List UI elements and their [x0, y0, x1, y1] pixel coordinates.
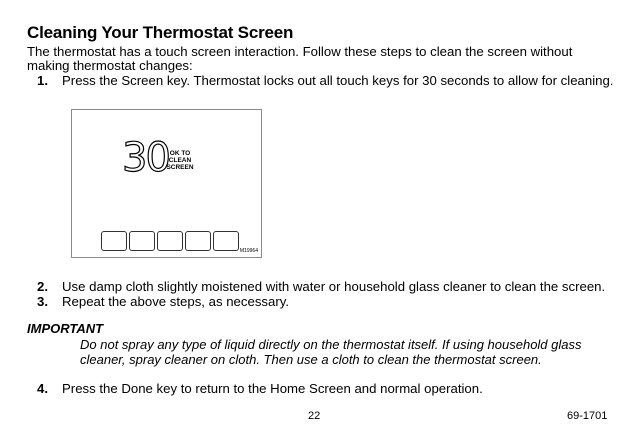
- step-number: 4.: [37, 381, 48, 396]
- step-number: 1.: [37, 73, 48, 88]
- ok-to-clean-message: [165, 150, 195, 171]
- step-2: [27, 279, 605, 294]
- document-number: 69-1701: [567, 410, 608, 422]
- touch-key: [213, 231, 239, 251]
- figure-code: M19964: [239, 248, 258, 254]
- step-text: Press the Screen key. Thermostat locks out all touch keys for 30 seconds to allow for cleaning.: [62, 73, 614, 88]
- step-3: [27, 294, 289, 309]
- touch-key: [129, 231, 155, 251]
- message-line: CLEAN: [168, 157, 192, 164]
- step-1: [27, 73, 613, 88]
- step-4: [27, 381, 483, 396]
- intro-paragraph: The thermostat has a touch screen interaction. Follow these steps to clean the screen without making thermostat changes:: [27, 44, 573, 73]
- display-number: 30: [122, 135, 169, 181]
- important-heading: IMPORTANT: [27, 321, 104, 336]
- step-text: Use damp cloth slightly moistened with water or household glass cleaner to clean the screen.: [62, 279, 606, 294]
- message-line: OK TO: [169, 150, 191, 157]
- touch-key: [157, 231, 183, 251]
- important-text: Do not spray any type of liquid directly on the thermostat itself. If using household glass cleaner, spray cleaner on cloth. Then use a cloth to clean the thermostat screen.: [80, 337, 582, 367]
- touch-key-row: [101, 231, 239, 251]
- message-line: SCREEN: [166, 164, 194, 171]
- thermostat-screen-illustration: [71, 109, 262, 258]
- step-number: 3.: [37, 294, 48, 309]
- touch-key: [185, 231, 211, 251]
- step-number: 2.: [37, 279, 48, 294]
- page-title: Cleaning Your Thermostat Screen: [27, 23, 294, 42]
- step-text: Press the Done key to return to the Home Screen and normal operation.: [62, 381, 483, 396]
- touch-key: [101, 231, 127, 251]
- page-number: 22: [308, 410, 321, 422]
- step-text: Repeat the above steps, as necessary.: [62, 294, 290, 309]
